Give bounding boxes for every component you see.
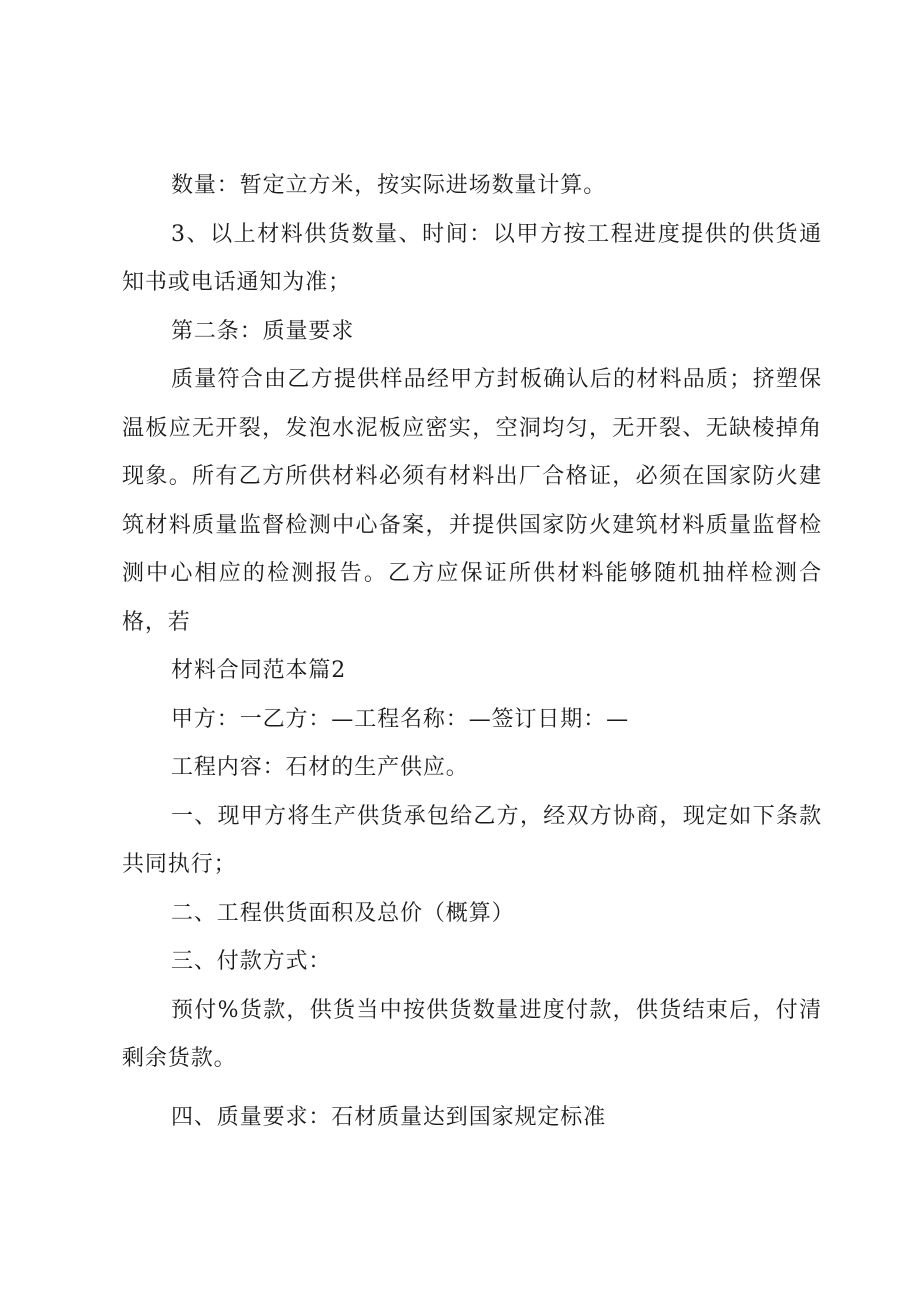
paragraph-quantity: 数量：暂定立方米，按实际进场数量计算。 bbox=[171, 173, 607, 198]
clause-four: 四、质量要求：石材质量达到国家规定标准 bbox=[171, 1104, 607, 1130]
contract-title: 材料合同范本篇2 bbox=[171, 658, 347, 683]
payment-terms: 预付%货款，供货当中按供货数量进度付款，供货结束后，付清剩余货款。 bbox=[122, 997, 822, 1071]
clause-one: 一、现甲方将生产供货承包给乙方，经双方协商，现定如下条款共同执行； bbox=[122, 803, 822, 877]
document-body bbox=[122, 162, 822, 1142]
paragraph-supply-schedule: 3、以上材料供货数量、时间：以甲方按工程进度提供的供货通知书或电话通知为准； bbox=[122, 221, 822, 295]
parties-line: 甲方：一乙方：—工程名称：—签订日期：— bbox=[171, 706, 630, 732]
clause-three-heading: 三、付款方式： bbox=[171, 949, 332, 974]
project-content: 工程内容：石材的生产供应。 bbox=[171, 755, 469, 780]
section-heading-quality: 第二条：质量要求 bbox=[171, 318, 355, 344]
paragraph-quality-details: 质量符合由乙方提供样品经甲方封板确认后的材料品质；挤塑保温板应无开裂，发泡水泥板应密实，空洞均匀，无开裂、无缺棱掉角现象。所有乙方所供材料必须有材料出厂合格证，必须在国家防火建筑材料质量监督检测中心备案，并提供国家防火建筑材料质量监督检测中心相应的检测报告。乙方应保证所供材料能够随机抽样检测合格，若 bbox=[122, 367, 822, 635]
clause-two: 二、工程供货面积及总价（概算） bbox=[171, 900, 515, 926]
